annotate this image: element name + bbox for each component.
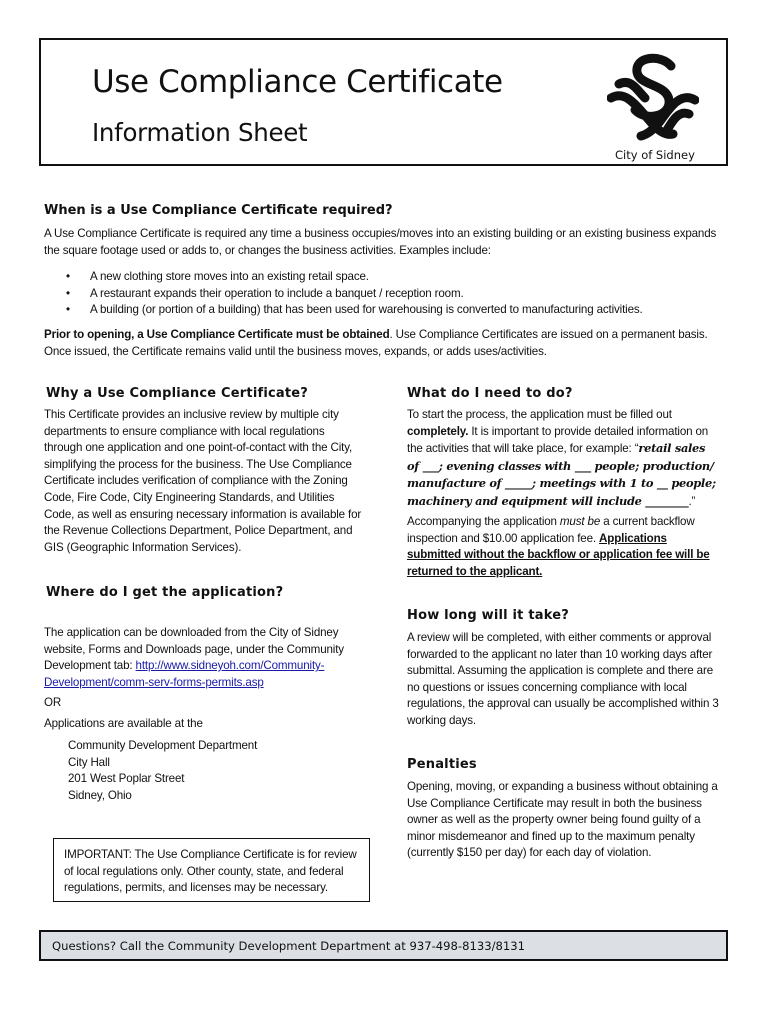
forms-download-link[interactable]: http://www.sidneyoh.com/Community-Development/comm-serv-forms-permits.asp xyxy=(44,659,325,689)
todo-text: Accompanying the application xyxy=(407,515,560,528)
returned-warning-text: Applications submitted without the backflow or application fee will be returned to the applicant. xyxy=(407,531,710,578)
penalties-paragraph: Opening, moving, or expanding a business without obtaining a Use Compliance Certificate may result in both the business owner as well as the property owner being found guilty of a minor misdemeanor and fined up to the maximum penalty (currently $150 per day) for each day of violation. xyxy=(407,780,718,860)
prior-text: . Use Compliance Certificates are issued on a permanent basis. Once issued, the Certificate remains valid until the business moves, expands, or adds uses/activities. xyxy=(44,328,708,358)
page-subtitle: Information Sheet xyxy=(92,118,308,147)
available-text: Applications are available at the xyxy=(44,717,203,730)
footer-contact-text: Questions? Call the Community Development Department at 937-498-8133/8131 xyxy=(52,939,526,953)
section-heading-howlong: How long will it take? xyxy=(407,608,569,623)
list-item: • A new clothing store moves into an existing retail space. xyxy=(66,269,716,286)
list-item: • A building (or portion of a building) that has been used for warehousing is converted to manufacturing activities. xyxy=(66,302,716,319)
examples-list xyxy=(66,269,716,319)
intro-paragraph: A Use Compliance Certificate is required any time a business occupies/moves into an existing building or an existing business expands the square footage used or adds to, or changes the business activities. Examples include: xyxy=(44,227,717,257)
handwritten-example-text: retail sales of ___; evening classes with ___ people; production/ manufacture of _____; meetings with 1 to __ people; machinery and equipment will include ________ xyxy=(407,441,716,508)
address-line: 201 West Poplar Street xyxy=(68,772,185,786)
or-text: OR xyxy=(44,696,62,709)
address-block xyxy=(68,738,257,804)
todo-text: It is important to provide detailed information on the activities that will take place, for example: “ xyxy=(407,424,709,456)
important-notice-text: IMPORTANT: The Use Compliance Certificate is for review of local regulations only. Other county, state, and federal regulations, permits, and licenses may be necessary. xyxy=(64,848,357,895)
where-paragraph xyxy=(44,625,359,691)
todo-text: a current backflow inspection and $10.00 application fee. xyxy=(407,515,695,545)
section-heading-where: Where do I get the application? xyxy=(46,585,284,600)
todo-paragraph-2 xyxy=(407,514,719,580)
header-box xyxy=(39,38,728,166)
address-line: Sidney, Ohio xyxy=(68,788,132,802)
why-paragraph: This Certificate provides an inclusive review by multiple city departments to ensure compliance with local regulations through one application and one point-of-contact with the City, simplifying the process for the business. The Use Compliance Certificate includes verification of compliance with the Zoning Code, Fire Code, City Engineering Standards, and Utilities Code, as well as ensuring necessary information is available for the Revenue Collections Department, Police Department, and GIS (Geographic Information Services). xyxy=(44,408,362,554)
page-title: Use Compliance Certificate xyxy=(92,64,503,100)
section-heading-penalties: Penalties xyxy=(407,757,477,772)
list-item: • A restaurant expands their operation to include a banquet / reception room. xyxy=(66,286,716,303)
prior-bold-text: Prior to opening, a Use Compliance Certificate must be obtained xyxy=(44,328,390,341)
important-notice-box xyxy=(53,838,370,902)
address-line: City Hall xyxy=(68,755,110,769)
todo-text: To start the process, the application must be filled out xyxy=(407,408,672,421)
address-line: Community Development Department xyxy=(68,739,258,752)
todo-bold-text: completely. xyxy=(407,424,469,438)
city-caption: City of Sidney xyxy=(615,148,695,162)
where-text: The application can be downloaded from the City of Sidney website, Forms and Downloads page, under the Community Development tab: xyxy=(44,626,344,673)
section-heading-why: Why a Use Compliance Certificate? xyxy=(46,386,309,401)
section-heading-todo: What do I need to do? xyxy=(407,386,573,401)
todo-italic-text: must be xyxy=(559,515,601,528)
footer-bar xyxy=(39,930,728,961)
todo-text: .” xyxy=(688,494,696,508)
section-heading-when: When is a Use Compliance Certificate required? xyxy=(44,203,393,218)
howlong-paragraph: A review will be completed, with either comments or approval forwarded to the applicant no later than 10 working days after submittal. Assuming the application is complete and there are no questions or issues concerning compliance with local regulations, the approval can usually be accomplished within 3 working days. xyxy=(407,631,719,727)
todo-paragraph-1 xyxy=(407,407,719,511)
prior-paragraph xyxy=(44,327,734,360)
city-logo-icon xyxy=(607,50,699,142)
